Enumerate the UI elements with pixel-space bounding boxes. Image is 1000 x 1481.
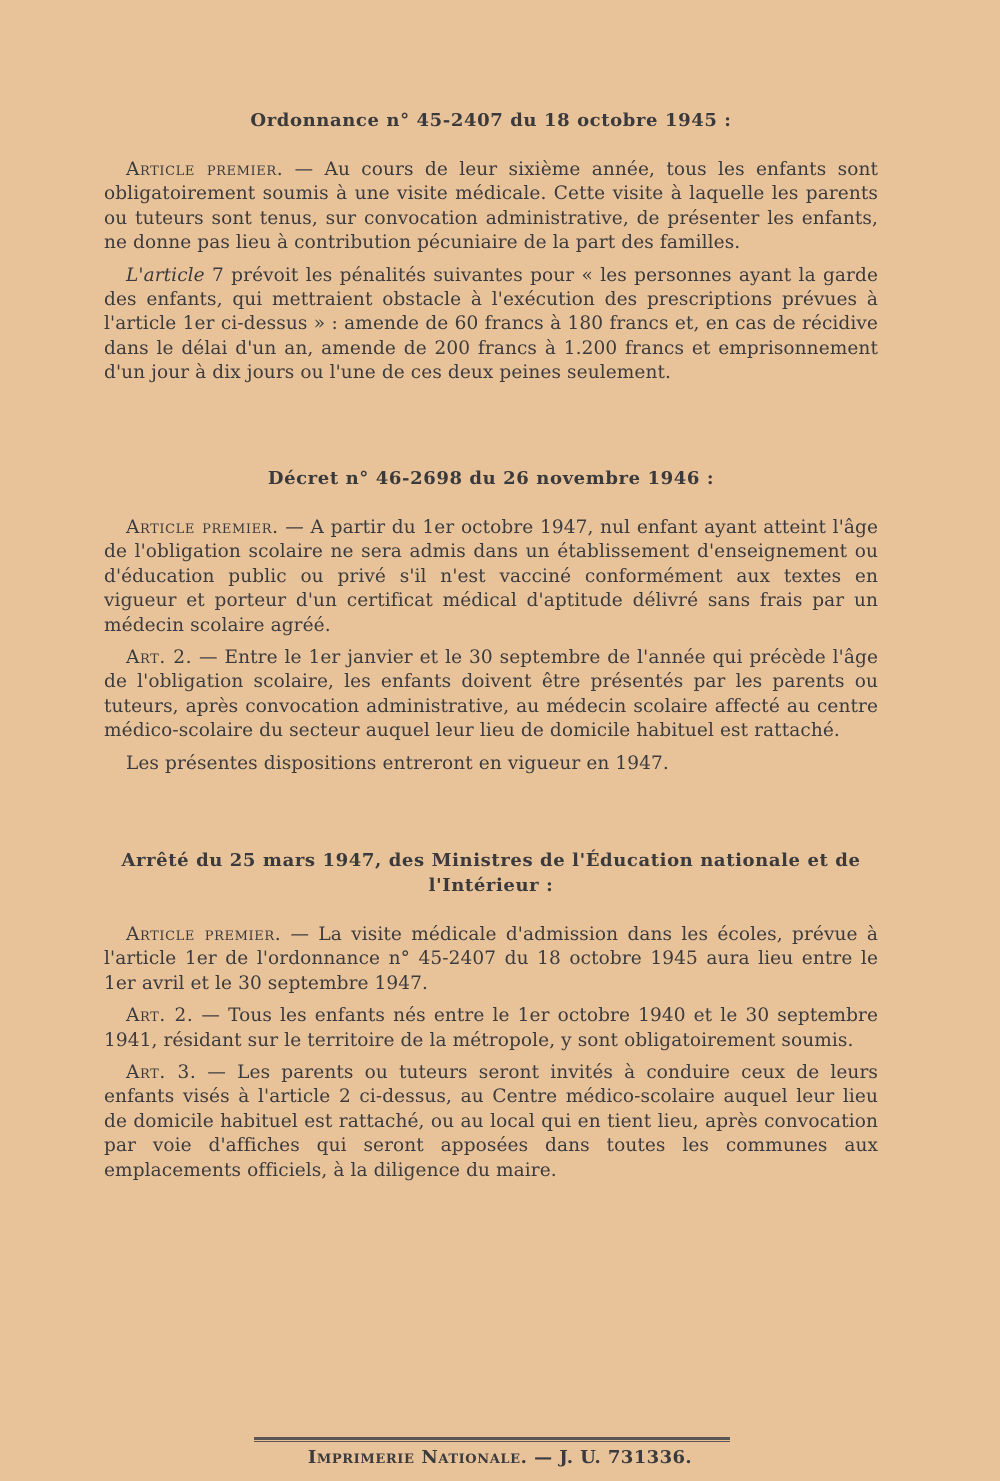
paragraph: [104, 158, 878, 256]
paragraph-text: Les présentes dispositions entreront en vigueur en 1947.: [126, 752, 669, 774]
article-lead: Art. 3.: [126, 1062, 197, 1084]
printer-name: Imprimerie Nationale.: [307, 1447, 528, 1468]
section-decret: [104, 468, 878, 489]
paragraph: [104, 1061, 878, 1183]
article-lead: Article premier.: [126, 924, 282, 945]
section-arrete-body: [104, 923, 878, 1191]
printer-imprint: [0, 1447, 1000, 1468]
paragraph: [104, 264, 878, 386]
paragraph-text: 7 prévoit les pénalités suivantes pour « les personnes ayant la garde des enfants, qui mettraient obstacle à l'exécution des prescriptions prévues à l'article 1er ci-dessus » : amende de 60 francs à 180 francs et, en cas de récidive dans le délai d'un an, amende de 200 francs à 1.200 francs et emprisonnement d'un jour à dix jours ou l'une de ces deux peines seulement.: [104, 264, 878, 384]
paragraph-text: — A partir du 1er octobre 1947, nul enfant ayant atteint l'âge de l'obligation scolaire ne sera admis dans un établissement d'enseignement ou d'éducation public ou privé s'il n'est vacciné conformément aux textes en vigueur et porteur d'un certificat médical d'aptitude délivré sans frais par un médecin scolaire agréé.: [104, 517, 878, 636]
paragraph-text: — La visite médicale d'admission dans les écoles, prévue à l'article 1er de l'ordonnance n° 45-2407 du 18 octobre 1945 aura lieu entre le 1er avril et le 30 septembre 1947.: [104, 924, 878, 994]
section-arrete: [104, 848, 878, 898]
article-lead: Article premier.: [126, 159, 284, 180]
paragraph: [104, 646, 878, 744]
section-heading: Décret n° 46-2698 du 26 novembre 1946 :: [267, 468, 715, 489]
paragraph-text: — Au cours de leur sixième année, tous les enfants sont obligatoirement soumis à une visite médicale. Cette visite à laquelle les parents ou tuteurs sont tenus, sur convocation administrative, de présenter les enfants, ne donne pas lieu à contribution pécuniaire de la part des familles.: [104, 159, 878, 254]
paragraph: [104, 752, 878, 776]
section-decret-body: [104, 516, 878, 784]
paragraph: [104, 923, 878, 996]
print-code: — J. U. 731336.: [527, 1447, 693, 1468]
paragraph: [104, 516, 878, 638]
paragraph: [104, 1004, 878, 1053]
article-lead: Art. 2.: [126, 647, 193, 669]
section-ordonnance: [104, 110, 878, 131]
article-lead: Article premier.: [126, 517, 279, 538]
section-heading: Ordonnance n° 45-2407 du 18 octobre 1945 :: [250, 110, 732, 131]
paragraph-text: — Entre le 1er janvier et le 30 septembre de l'année qui précède l'âge de l'obligation scolaire, les enfants doivent être présentés par les parents ou tuteurs, après convocation administrative, au médecin scolaire affecté au centre médico-scolaire du secteur auquel leur lieu de domicile habituel est rattaché.: [104, 647, 878, 742]
article-lead: Art. 2.: [126, 1005, 194, 1027]
paragraph-text: — Tous les enfants nés entre le 1er octobre 1940 et le 30 septembre 1941, résidant sur le territoire de la métropole, y sont obligatoirement soumis.: [104, 1005, 879, 1051]
section-heading: Arrêté du 25 mars 1947, des Ministres de l'Éducation nationale et de l'Intérieur :: [121, 850, 861, 896]
footer-rule: [254, 1437, 730, 1442]
article-lead-italic: L'article: [126, 264, 205, 286]
section-ordonnance-body: [104, 158, 878, 394]
paragraph-text: — Les parents ou tuteurs seront invités à conduire ceux de leurs enfants visés à l'article 2 ci-dessus, au Centre médico-scolaire auquel leur lieu de domicile habituel est rattaché, ou au local qui en tient lieu, après convocation par voie d'affiches qui seront apposées dans toutes les communes aux emplacements officiels, à la diligence du maire.: [104, 1062, 878, 1181]
